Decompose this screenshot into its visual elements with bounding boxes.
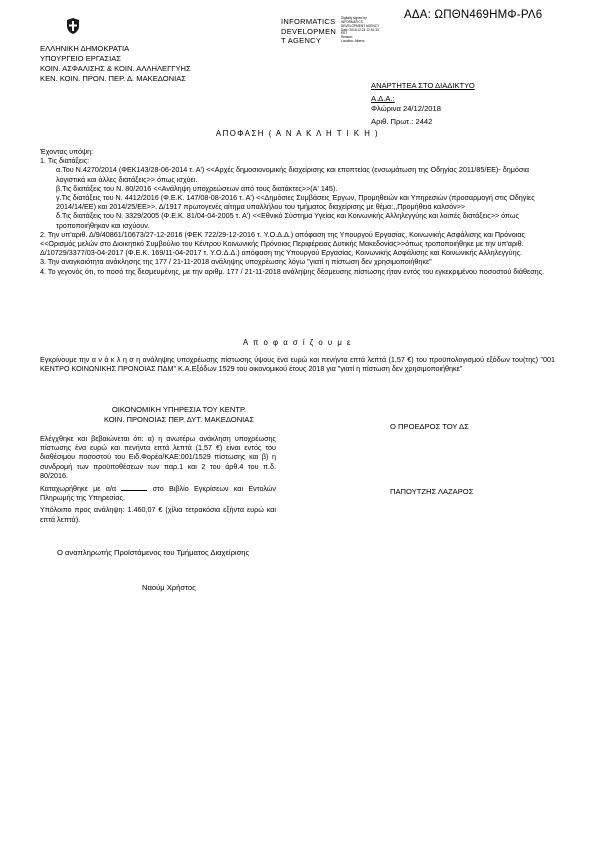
ada-top: ΑΔΑ: ΩΠΘΝ469ΗΜΦ-ΡΛ6 <box>404 9 543 21</box>
entered-suffix: στο Βιβλίο Εγκρίσεων και Εντολών Πληρωμής της Υπηρεσίας. <box>40 484 277 503</box>
gov-line: ΚΟΙΝ. ΑΣΦΑΛΙΣΗΣ & ΚΟΙΝ. ΑΛΛΗΛΕΓΓΥΗΣ <box>40 64 191 73</box>
ida-line: T AGENCY <box>281 36 322 45</box>
signature-line: Reason: <box>341 35 353 40</box>
item-4: 4. Το γεγονός ότι, το ποσό της δεσμευμένης, με την αριθμ. 177 / 21-11-2018 ανάληψης δέσμευσης πίστωσης ήταν εντός του εγκεκριμένου ποσοστού διάθεσης. <box>40 266 545 276</box>
finance-remaining: Υπόλοιπο προς ανάληψη: 1.460,07 € (χίλια τετρακόσια εξήντα ευρώ και επτά λεπτά). <box>40 505 276 524</box>
finance-title-line: ΚΟΙΝ. ΠΡΟΝΟΙΑΣ ΠΕΡ. ΔΥΤ. ΜΑΚΕΔΟΝΙΑΣ <box>103 415 255 424</box>
signature-line: Location: Athens <box>341 39 365 44</box>
item-3: 3. Την αναγκαιότητα ανάκλησης της 177 / 21-11-2018 ανάληψης υποχρέωσης λόγω "γιατί η πίστωση δεν χρησιμοποιήθηκε" <box>40 257 432 267</box>
posting-notice: ΑΝΑΡΤΗΤΕΑ ΣΤΟ ΔΙΑΔΙΚΤΥΟ <box>371 81 475 90</box>
signature-line: Date: 2018.12.24 12:51:33 <box>341 27 379 32</box>
finance-verification <box>40 434 276 527</box>
gov-line: ΕΛΛΗΝΙΚΗ ΔΗΜΟΚΡΑΤΙΑ <box>40 44 130 53</box>
ida-line: INFORMATICS <box>281 17 336 26</box>
president-title: Ο ΠΡΟΕΔΡΟΣ ΤΟΥ ΔΣ <box>390 422 469 431</box>
government-header <box>40 44 191 84</box>
item-1a: α.Του Ν.4270/2014 (ΦΕΚ143/28-06-2014 τ. Α') <<Αρχές δημοσιονομικής διαχείρισης και εποπτείας (ενσωμάτωση της Οδηγίας 2011/85/ΕΕ)- δημόσια λογιστικά και άλλες διατάξεις>> όπως ισχύει. <box>56 165 530 184</box>
decide-title: Α π ο φ α σ ί ζ ο υ μ ε <box>243 338 352 347</box>
deputy-name: Ναούμ Χρήστος <box>142 583 196 592</box>
decision-title: ΑΠΟΦΑΣΗ ( Α Ν Α Κ Λ Η Τ Ι Κ Η ) <box>215 129 380 138</box>
ida-line: DEVELOPMEN <box>281 26 337 36</box>
signature-line: EET <box>341 31 348 36</box>
signature-line: Digitally signed by <box>341 16 367 20</box>
gov-line: ΥΠΟΥΡΓΕΙΟ ΕΡΓΑΣΙΑΣ <box>40 54 121 63</box>
approval-text: Εγκρίνουμε την α ν ά κ λ η σ η ανάληψης υποχρέωσης πίστωσης ύψους ένα ευρώ και πενήντα επτά λεπτά (1,57 €) του προϋπολογισμού εξόδων του(της) "001 ΚΕΝΤΡΟ ΚΟΙΝΩΝΙΚΗΣ ΠΡΟΝΟΙΑΣ ΠΔΜ" Κ.Α.Εξόδων 1529 του οικονομικού έτους 2018 για "γιατί η πίστωση δεν χρησιμοποιήθηκε" <box>40 355 555 374</box>
signature-line: DEVELOPMENT AGENCY <box>341 23 380 28</box>
finance-title-line: ΟΙΚΟΝΟΜΙΚΗ ΥΠΗΡΕΣΙΑ ΤΟΥ ΚΕΝΤΡ. <box>111 405 247 414</box>
finance-entered <box>40 483 276 502</box>
item-1d: δ.Τις διατάξεις του Ν. 3329/2005 (Φ.Ε.Κ. 81/04-04-2005 τ. Α') <<Εθνικό Σύστημα Υγείας και Κοινωνικής Αλληλεγγύης και λοιπές διατάξεις>> όπως τροποποιήθηκαν και ισχύουν. <box>56 211 519 230</box>
protocol-number: Αριθ. Πρωτ.: 2442 <box>371 117 433 126</box>
considerations-intro: Έχοντας υπόψη: <box>40 147 94 156</box>
greek-emblem-icon <box>65 17 81 35</box>
ida-signature-label <box>281 17 336 46</box>
entry-number-blank <box>121 483 147 491</box>
considerations <box>40 147 555 276</box>
item-1b: β.Τις διατάξεις του Ν. 80/2016 <<Ανάληψη υποχρεώσεων από τους διατάκτες>>(Α' 145). <box>56 183 338 193</box>
entered-prefix: Καταχωρήθηκε με α/α <box>40 484 117 494</box>
item-1c: γ.Τις διατάξεις του Ν. 4412/2016 (Φ.Ε.Κ. 147/08-08-2016 τ. Α') <<Δημόσιες Συμβάσεις Έργων, Προμηθειών και Υπηρεσιών (προσαρμογή στις Οδηγίες 2014/14/ΕΕ) και 2014/25/ΕΕ>>. Δ/1917 πρωτογενές αίτημα υπαλλήλου του τμήματος διαχείρισης με θέμα:,,Προμήθεια καλσόν>> <box>56 193 535 212</box>
deputy-title: Ο αναπληρωτής Προϊστάμενος του Τμήματος Διαχείρισης <box>57 548 250 557</box>
ada-label: Α.Δ.Α.: <box>371 94 395 103</box>
digital-signature-details <box>341 17 379 44</box>
president-name: ΠΑΠΟΥΤΖΗΣ ΛΑΖΑΡΟΣ <box>390 487 474 496</box>
finance-department-title <box>86 405 272 425</box>
gov-line: ΚΕΝ. ΚΟΙΝ. ΠΡΟΝ. ΠΕΡ. Δ. ΜΑΚΕΔΟΝΙΑΣ <box>40 74 186 83</box>
item-1: 1. Τις διατάξεις: <box>40 156 90 166</box>
item-2: 2. Την υπ'αριθ. Δ/9/40861/10673/27-12-2016 (ΦΕΚ 722/29-12-2016 τ. Υ.Ο.Δ.Δ.) απόφαση της Υπουργού Εργασίας, Κοινωνικής Ασφάλισης και Πρόνοιας <<Ορισμός μελών στο Διοικητικό Συμβούλιο του Κέντρου Κοινωνικής Πρόνοιας Περιφέρειας Δυτικής Μακεδονίας>>όπως τροποποιήθηκε με την υπ'αριθ. Δ/10729/3377/03-04-2017 (Φ.Ε.Κ. 169/11-04-2017 τ. Υ.Ο.Δ.Δ.) απόφαση της Υπουργού Εργασίας, Κοινωνικής Ασφάλισης και Κοινωνικής Αλληλεγγύης. <box>40 229 525 258</box>
finance-check: Ελέγχθηκε και βεβαιώνεται ότι: α) η ανωτέρω ανάκληση υποχρέωσης πίστωσης ένα ευρώ και πενήντα επτά λεπτά (1,57 €) είναι εντός του διαθέσιμου ποσοστού του Ειδ.Φορέα/ΚΑΕ:001/1529 πίστωσης και β) η συνδρομή των προϋποθέσεων των παρ.1 και 2 του άρθ.4 του π.δ. 80/2016. <box>40 434 276 480</box>
signature-line: INFORMATICS <box>341 19 363 24</box>
document-date: Φλώρινα 24/12/2018 <box>371 104 441 113</box>
